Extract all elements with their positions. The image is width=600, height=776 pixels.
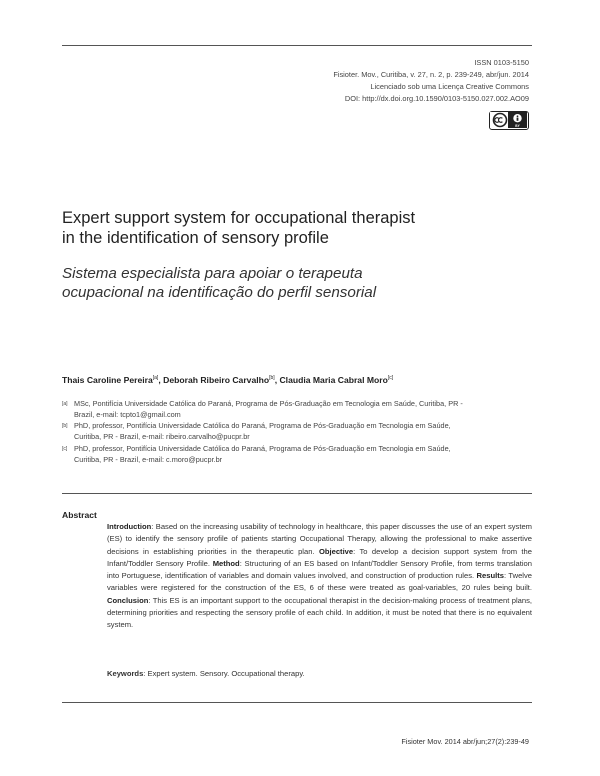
author-name: Claudia Maria Cabral Moro xyxy=(279,375,388,385)
affiliation-line: Brazil, e-mail: tcpto1@gmail.com xyxy=(74,409,181,419)
affiliation-line: Curitiba, PR - Brazil, e-mail: ribeiro.carvalho@pucpr.br xyxy=(74,431,250,441)
author-name: Deborah Ribeiro Carvalho xyxy=(163,375,270,385)
abstract-rule xyxy=(62,493,532,494)
top-rule xyxy=(62,45,532,46)
author-list xyxy=(62,375,562,385)
keywords-label: Keywords xyxy=(107,669,144,678)
author-name: Thais Caroline Pereira xyxy=(62,375,153,385)
creative-commons-badge[interactable] xyxy=(489,111,529,130)
method-text: : Structuring of an ES based on Infant/Toddler Sensory Profile, from terms translation into Portuguese, identification of variables and domain values involved, and construction of production rules. xyxy=(107,558,532,581)
abstract-body xyxy=(107,521,532,632)
bottom-rule xyxy=(62,702,532,703)
title-line-2: in the identification of sensory profile xyxy=(62,229,329,247)
objective-label: Objective xyxy=(318,546,354,556)
affiliation-line: Curitiba, PR - Brazil, e-mail: c.moro@pucpr.br xyxy=(74,454,223,464)
title-line-1: Expert support system for occupational therapist xyxy=(62,209,416,227)
subtitle-line-2: ocupacional na identificação do perfil sensorial xyxy=(62,284,377,301)
author-separator: , xyxy=(158,375,164,385)
affiliation-line: PhD, professor, Pontifícia Universidade Católica do Paraná, Programa de Pós-Graduação em Tecnologia em Saúde, xyxy=(74,444,451,453)
author-separator: , xyxy=(274,375,280,385)
keywords xyxy=(107,669,532,678)
affiliation-mark: [a] xyxy=(62,401,68,407)
affiliation-mark: [b] xyxy=(62,423,68,429)
citation: Fisioter. Mov., Curitiba, v. 27, n. 2, p. 239-249, abr/jun. 2014 xyxy=(333,70,529,79)
keywords-text: : Expert system. Sensory. Occupational therapy. xyxy=(143,669,305,678)
journal-metadata xyxy=(333,57,529,105)
results-label: Results xyxy=(476,571,504,581)
conclusion-label: Conclusion xyxy=(107,595,149,605)
license-text: Licenciado sob uma Licença Creative Commons xyxy=(370,82,529,91)
results-text: : Twelve variables were registered for the construction of the ES, 6 of these were treated as goal-variables, 20 rules being built. xyxy=(107,571,532,593)
affiliation-mark: [c] xyxy=(62,446,68,452)
author-mark: [b] xyxy=(269,375,275,382)
method-label: Method xyxy=(212,558,240,568)
issn: ISSN 0103-5150 xyxy=(474,58,529,67)
abstract-heading: Abstract xyxy=(62,510,97,520)
cc-by-icon xyxy=(490,112,527,128)
intro-label: Introduction xyxy=(107,522,152,531)
affiliation-line: PhD, professor, Pontifícia Universidade Católica do Paraná, Programa de Pós-Graduação em Tecnologia em Saúde, xyxy=(74,421,451,430)
cc-by-label: BY xyxy=(515,124,520,128)
objective-text: : To develop a decision support system from the Infant/Toddler Sensory Profile. xyxy=(107,546,532,568)
subtitle-line-1: Sistema especialista para apoiar o terapeuta xyxy=(62,265,363,282)
page-footer: Fisioter Mov. 2014 abr/jun;27(2):239-49 xyxy=(401,737,529,746)
author-mark: [a] xyxy=(152,375,159,382)
conclusion-text: : This ES is an important support to the occupational therapist in the decision-making process of treatment plans, determining priorities and respecting the sensory profile of each child. In addition, it must be noted that there is no equivalent system. xyxy=(107,595,532,630)
author-mark: [c] xyxy=(387,375,394,382)
affiliation-item xyxy=(62,399,532,420)
article-title xyxy=(62,208,532,248)
affiliation-item xyxy=(62,444,532,465)
affiliation-item xyxy=(62,421,532,442)
article-subtitle xyxy=(62,264,532,302)
intro-text: : Based on the increasing usability of technology in healthcare, this paper discusses the use of an expert system (ES) to identify the sensory profile of patients starting Occupational Therapy, allowing the professional to make assertive decisions in establishing priorities in the therapeutic plan. xyxy=(107,522,532,556)
affiliation-line: MSc, Pontifícia Universidade Católica do Paraná, Programa de Pós-Graduação em Tecnologia em Saúde, Curitiba, PR - xyxy=(74,399,463,408)
doi-link[interactable]: DOI: http://dx.doi.org.10.1590/0103-5150.027.002.AO09 xyxy=(344,94,529,103)
